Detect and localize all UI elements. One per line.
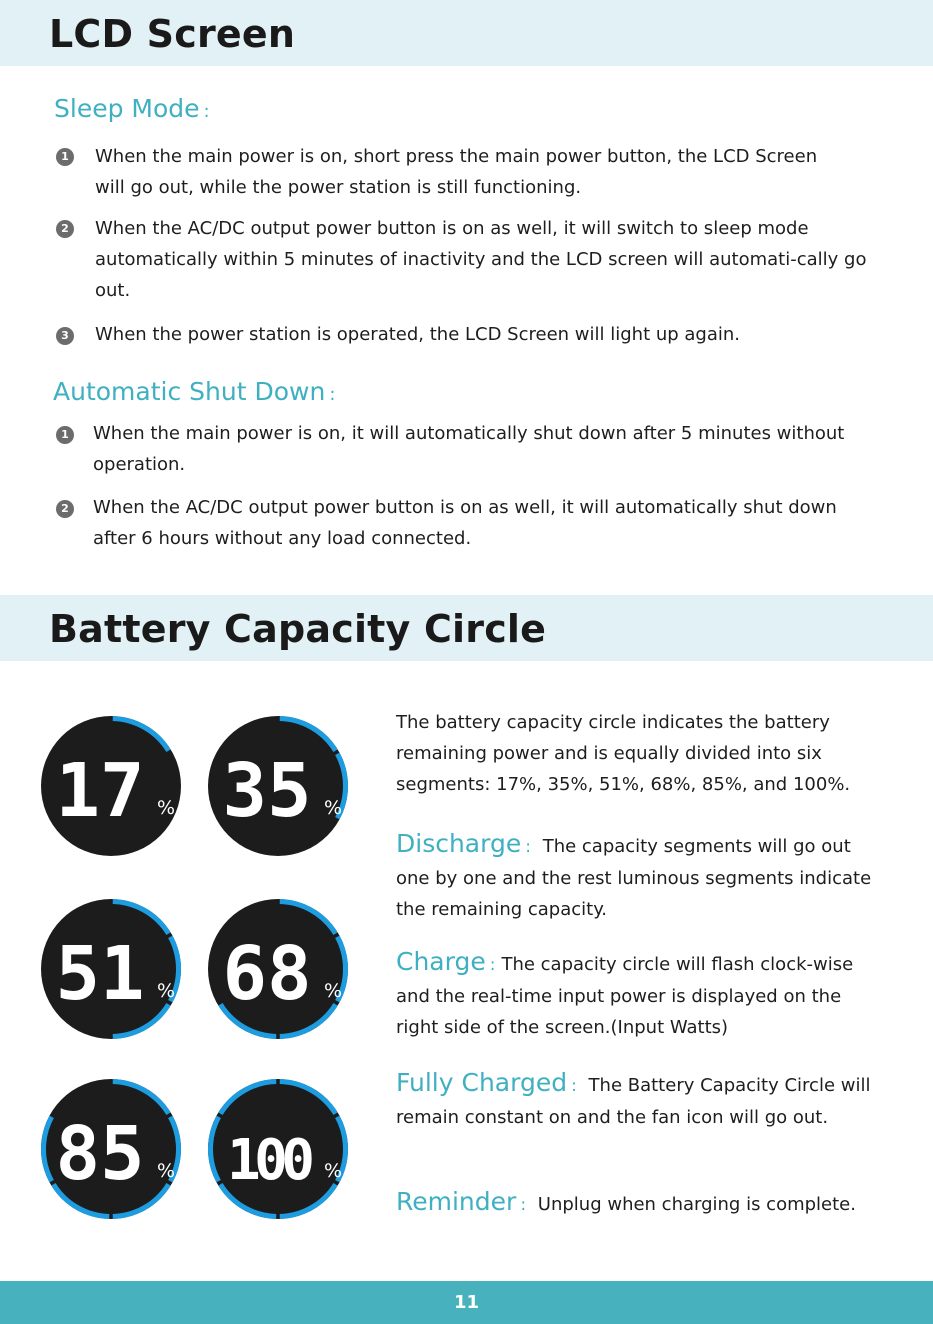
percent-sign: %: [324, 980, 343, 1002]
capacity-value: 68: [222, 931, 312, 1017]
automatic-shut-down-heading-text: Automatic Shut Down: [53, 377, 326, 406]
lcd-screen-header: [0, 0, 933, 66]
sleep-mode-heading: [54, 94, 210, 123]
colon: :: [525, 837, 531, 857]
capacity-circle-graphic: [205, 1076, 351, 1222]
capacity-circle-graphic: [38, 1076, 184, 1222]
capacity-circle-graphic: [205, 713, 351, 859]
capacity-circle-51: [38, 896, 184, 1042]
reminder-label: Reminder: [396, 1187, 517, 1216]
percent-sign: %: [324, 797, 343, 819]
number-badge: 2: [56, 500, 74, 518]
automatic-shut-down-heading: [53, 377, 335, 406]
lcd-screen-title: LCD Screen: [49, 12, 296, 56]
capacity-value: 35: [222, 748, 312, 834]
capacity-circle-graphic: [38, 896, 184, 1042]
number-badge: 1: [56, 426, 74, 444]
percent-sign: %: [157, 980, 176, 1002]
reminder-text: Unplug when charging is complete.: [537, 1194, 856, 1215]
battery-intro: [396, 707, 916, 800]
battery-capacity-header: [0, 595, 933, 661]
capacity-value: 17: [55, 748, 145, 834]
percent-sign: %: [324, 1160, 343, 1182]
percent-sign: %: [157, 1160, 176, 1182]
number-badge: 2: [56, 220, 74, 238]
sleep-mode-item: When the AC/DC output power button is on as well, it will switch to sleep mode automatically within 5 minutes of inactivity and the LCD screen will automati-cally go out.: [95, 218, 867, 301]
number-badge: 3: [56, 327, 74, 345]
number-badge: 1: [56, 148, 74, 166]
colon: :: [203, 101, 210, 122]
fully-charged-section: [396, 1067, 876, 1133]
battery-capacity-title: Battery Capacity Circle: [49, 607, 547, 651]
capacity-circle-100: [205, 1076, 351, 1222]
capacity-circle-85: [38, 1076, 184, 1222]
sleep-mode-item: When the power station is operated, the LCD Screen will light up again.: [95, 324, 741, 345]
colon: :: [571, 1076, 577, 1096]
percent-sign: %: [157, 797, 176, 819]
sleep-mode-heading-text: Sleep Mode: [54, 94, 200, 123]
shut-down-item: When the main power is on, it will automatically shut down after 5 minutes without operation.: [93, 423, 845, 475]
charge-text: The capacity circle will flash clock-wise and the real-time input power is displayed on the right side of the screen.(Input Watts): [396, 954, 854, 1038]
charge-section: [396, 946, 886, 1043]
capacity-circle-68: [205, 896, 351, 1042]
colon: :: [329, 384, 336, 405]
discharge-text: The capacity segments will go out one by one and the rest luminous segments indicate the remaining capacity.: [396, 836, 872, 920]
discharge-section: [396, 828, 876, 925]
capacity-circle-17: [38, 713, 184, 859]
capacity-circle-35: [205, 713, 351, 859]
battery-intro-text: The battery capacity circle indicates the battery remaining power and is equally divided into six segments: 17%, 35%, 51%, 68%, 85%, and 100%.: [396, 712, 851, 795]
charge-label: Charge: [396, 947, 486, 976]
page-number: 11: [453, 1292, 480, 1313]
reminder-section: [396, 1186, 926, 1221]
discharge-label: Discharge: [396, 829, 522, 858]
page-footer: [0, 1281, 933, 1324]
capacity-value: 85: [55, 1111, 145, 1197]
colon: :: [520, 1195, 527, 1215]
colon: :: [489, 955, 496, 975]
capacity-value: 100: [227, 1128, 315, 1193]
capacity-value: 51: [55, 931, 145, 1017]
sleep-mode-item: When the main power is on, short press the main power button, the LCD Screen will go out, while the power station is still functioning.: [95, 146, 818, 198]
fully-charged-text: The Battery Capacity Circle will remain constant on and the fan icon will go out.: [396, 1075, 871, 1128]
shut-down-item: When the AC/DC output power button is on as well, it will automatically shut down after 6 hours without any load connected.: [93, 497, 837, 549]
capacity-circle-graphic: [38, 713, 184, 859]
fully-charged-label: Fully Charged: [396, 1068, 568, 1097]
capacity-circle-graphic: [205, 896, 351, 1042]
